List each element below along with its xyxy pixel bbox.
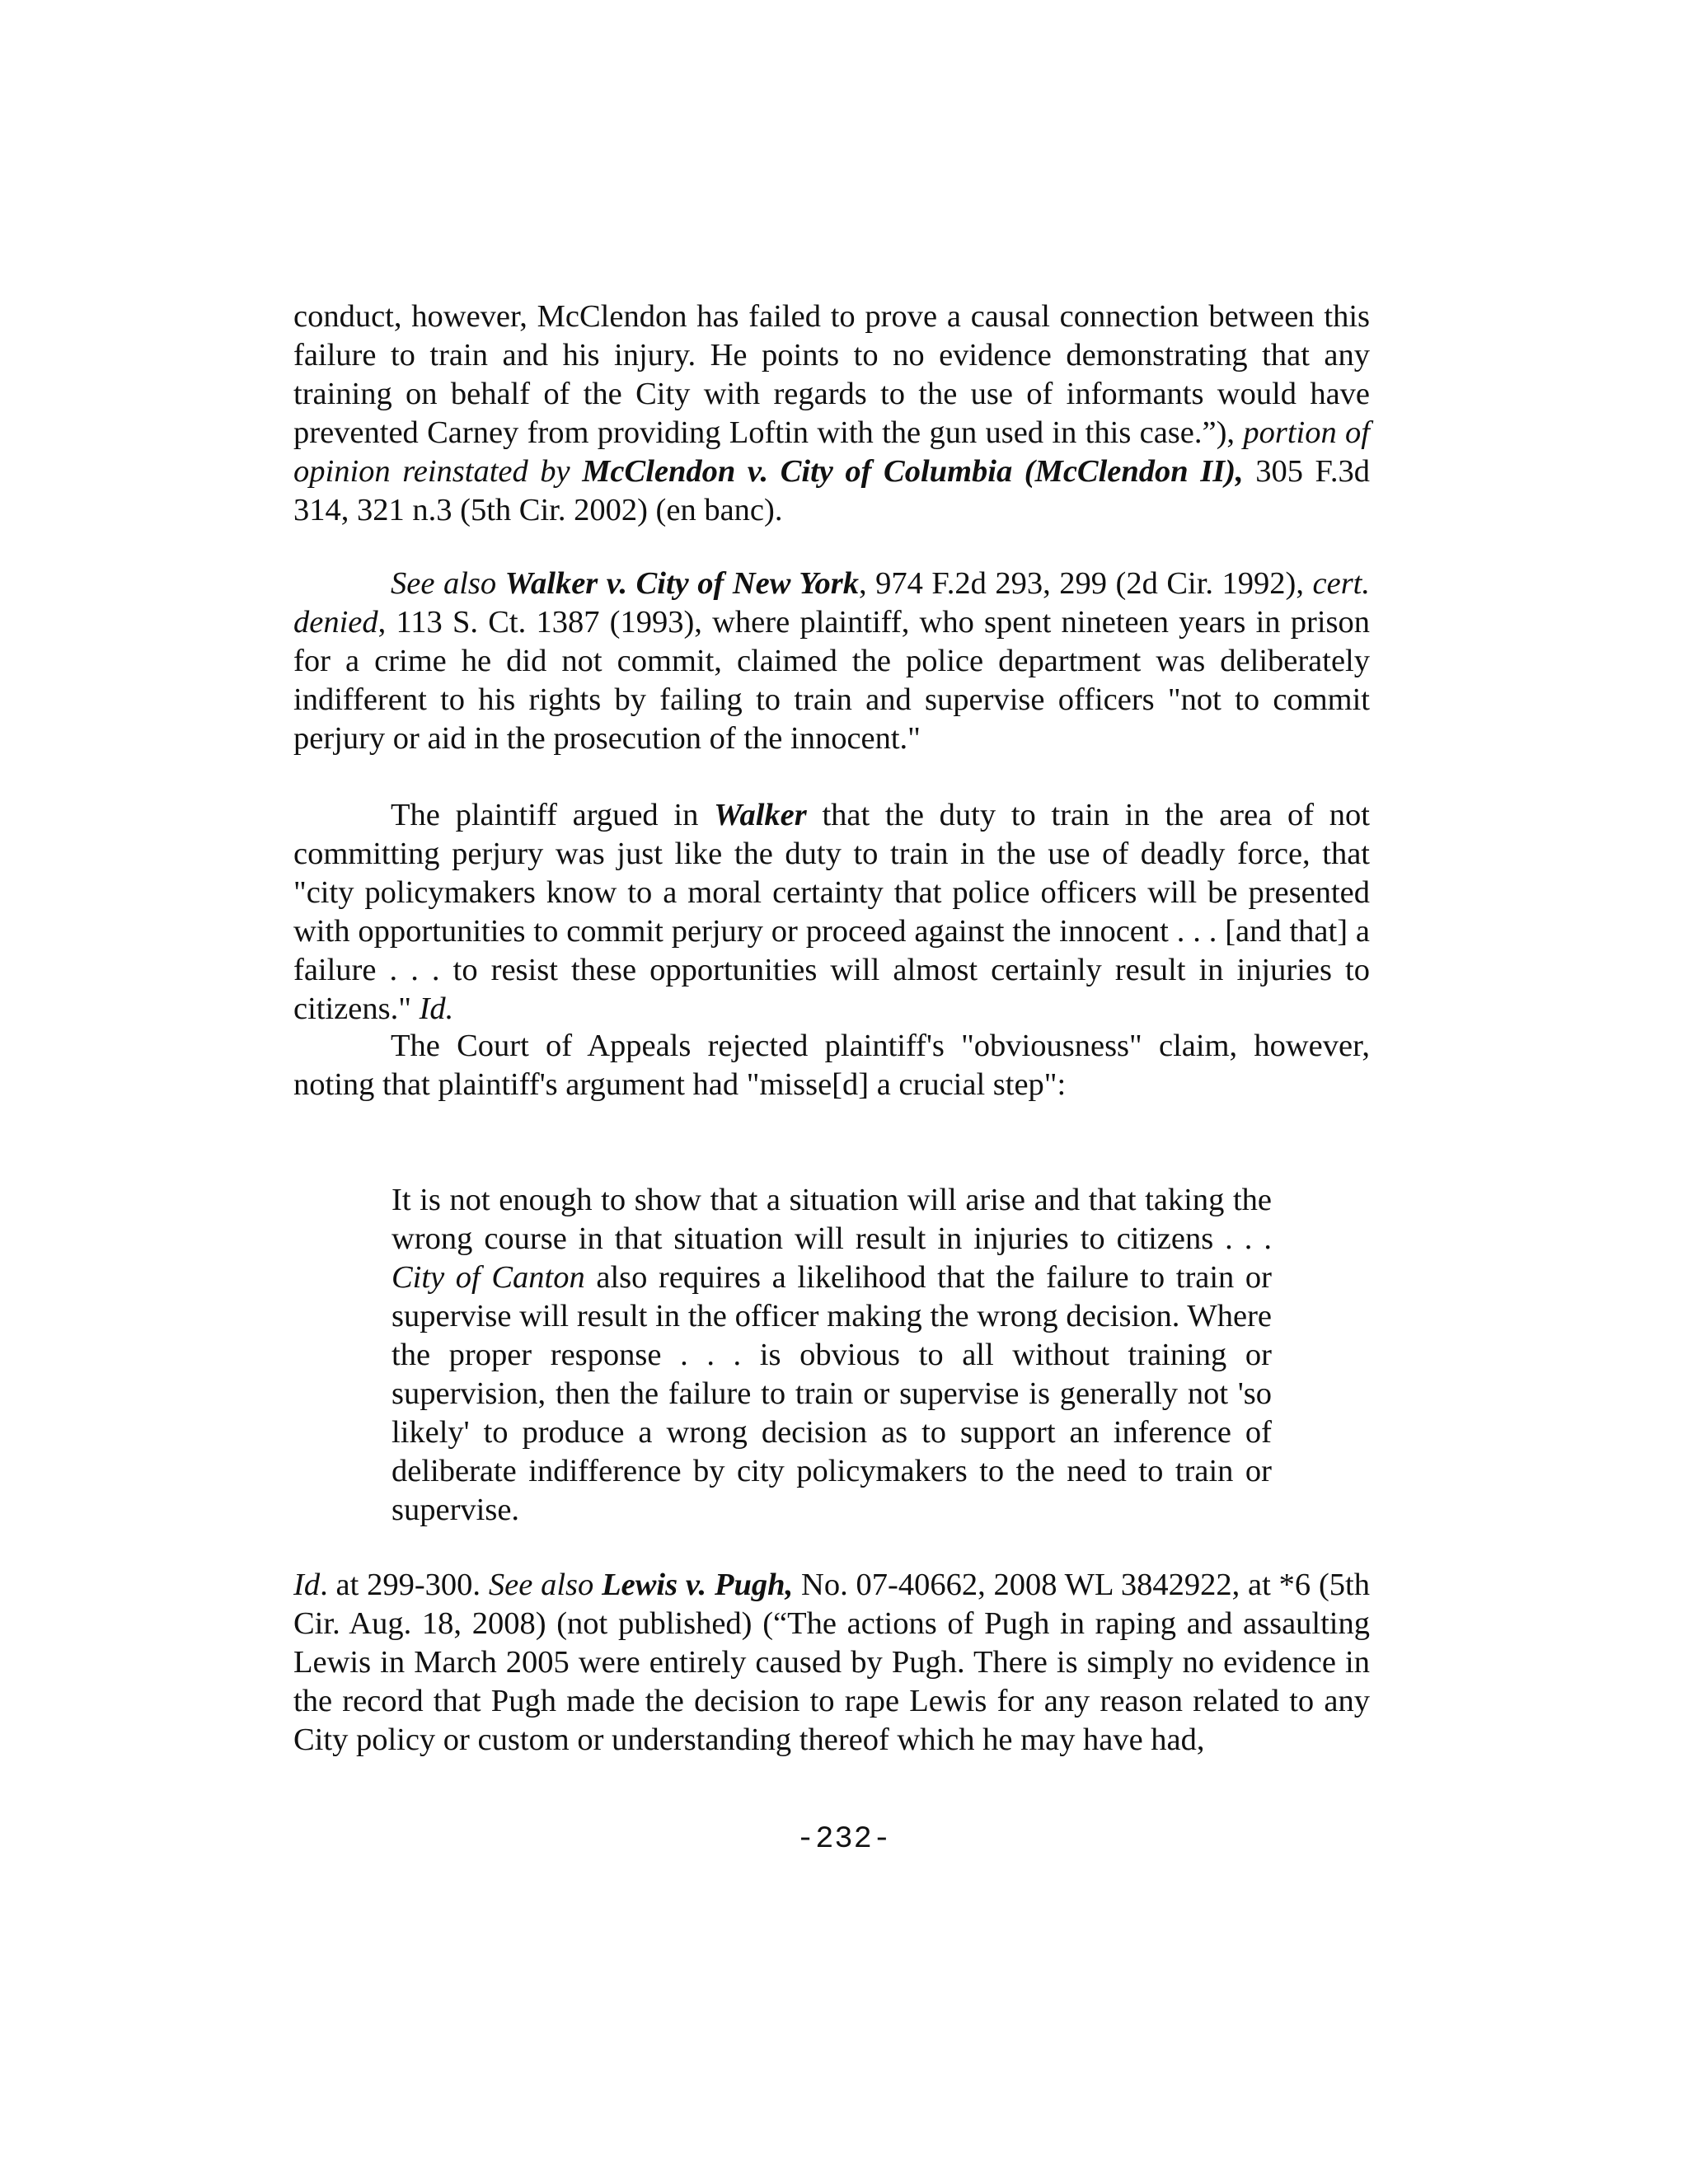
- page-number: -232-: [795, 1822, 893, 1857]
- case-name-walker-short: Walker: [714, 798, 807, 832]
- paragraph-5-signal: See also: [488, 1568, 603, 1602]
- case-name-mcclendon: McClendon v. City of Columbia (McClendon II),: [582, 454, 1244, 489]
- paragraph-4-text: The Court of Appeals rejected plaintiff's "obviousness" claim, however, noting that plaintiff's argument had "misse[d] a crucial step":: [293, 1029, 1370, 1102]
- paragraph-3-text-b: that the duty to train in the area of not committing perjury was just like the duty to train in the use of deadly force, that "city policymakers know to a moral certainty that police officers will be presented with opportunities to commit perjury or proceed against the innocent . . . [and that] a failure . . . to resist these opportunities will almost certainly result in injuries to citizens.": [293, 798, 1370, 1026]
- paragraph-2-text: , 113 S. Ct. 1387 (1993), where plaintiff, who spent nineteen years in prison for a crime he did not commit, claimed the police department was deliberately indifferent to his rights by failing to train and supervise officers "not to commit perjury or aid in the prosecution of the innocent.": [293, 605, 1370, 756]
- paragraph-5: [293, 1566, 1370, 1760]
- block-quote: [392, 1181, 1272, 1530]
- case-name-lewis: Lewis v. Pugh,: [602, 1568, 794, 1602]
- paragraph-2-signal: See also: [391, 566, 505, 601]
- paragraph-3-text-a: The plaintiff argued in: [391, 798, 715, 832]
- paragraph-5-id: Id: [293, 1568, 321, 1602]
- paragraph-2-citation: , 974 F.2d 293, 299 (2d Cir. 1992),: [858, 566, 1313, 601]
- paragraph-5-pin: . at 299-300.: [320, 1568, 489, 1602]
- paragraph-5-text: No. 07-40662, 2008 WL 3842922, at *6 (5th Cir. Aug. 18, 2008) (not published) (“The actions of Pugh in raping and assaulting Lewis in March 2005 were entirely caused by Pugh. There is simply no evidence in the record that Pugh made the decision to rape Lewis for any reason related to any City policy or custom or understanding thereof which he may have had,: [293, 1568, 1370, 1757]
- paragraph-2-cert-denied: cert. denied: [293, 566, 1370, 640]
- block-quote-canton: City of Canton: [392, 1260, 585, 1295]
- paragraph-1: [293, 298, 1370, 530]
- case-name-walker: Walker v. City of New York: [504, 566, 859, 601]
- paragraph-1-citation: 305 F.3d 314, 321 n.3 (5th Cir. 2002) (en banc).: [293, 454, 1370, 527]
- block-quote-text-b: also requires a likelihood that the failure to train or supervise will result in the officer making the wrong decision. Where the proper response . . . is obvious to all without training or supervision, then the failure to train or supervise is generally not 'so likely' to produce a wrong decision as to support an inference of deliberate indifference by city policymakers to the need to train or supervise.: [392, 1260, 1272, 1527]
- paragraph-2: [293, 565, 1370, 758]
- paragraph-1-text: conduct, however, McClendon has failed to prove a causal connection between this failure to train and his injury. He points to no evidence demonstrating that any training on behalf of the City with regards to the use of informants would have prevented Carney from providing Loftin with the gun used in this case.”),: [293, 299, 1370, 450]
- paragraph-1-italic: portion of opinion reinstated by: [293, 415, 1370, 489]
- paragraph-3: [293, 796, 1370, 1029]
- block-quote-text-a: It is not enough to show that a situation will arise and that taking the wrong course in that situation will result in injuries to citizens . . .: [392, 1183, 1272, 1256]
- paragraph-3-id: Id.: [419, 991, 454, 1026]
- paragraph-4: [293, 1027, 1370, 1104]
